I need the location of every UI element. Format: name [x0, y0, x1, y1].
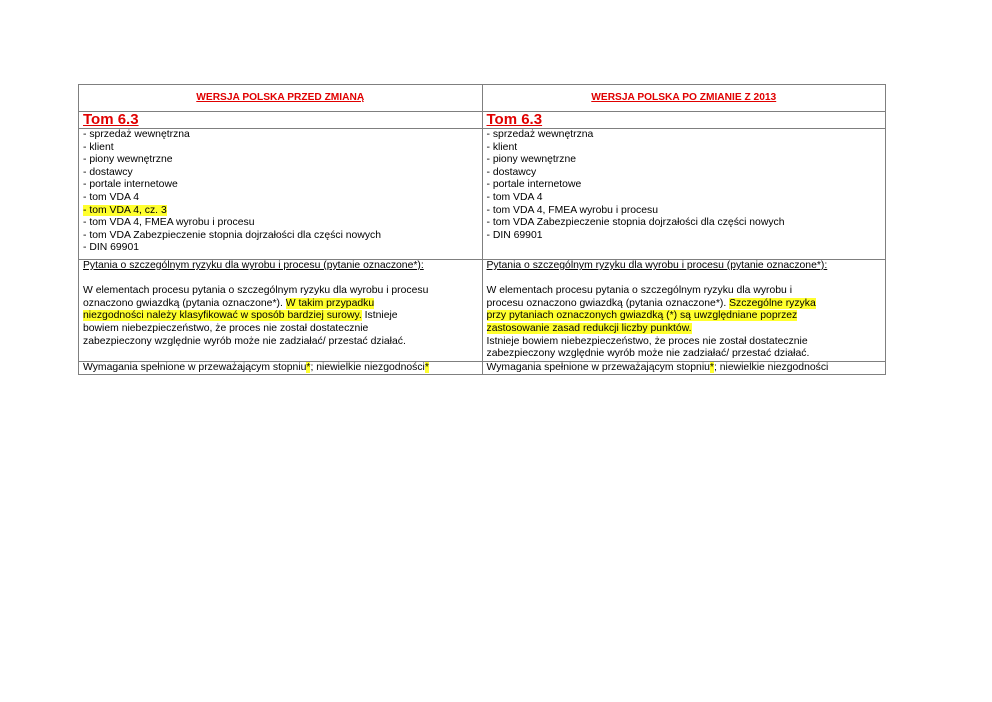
paragraph-text: Istnieje	[361, 310, 398, 322]
highlight-text: przy pytaniach oznaczonych gwiazdką (*) są uwzględniane poprzez	[486, 310, 798, 322]
spacer	[487, 273, 882, 286]
requirements-text: ; niewielkie niezgodności	[310, 361, 425, 373]
paragraph-line: zabezpieczony względnie wyrób może nie zadziałać/ przestać działać.	[83, 335, 406, 347]
left-list-cell	[79, 129, 483, 260]
list-item: - portale internetowe	[486, 179, 582, 191]
highlight-text: W takim przypadku	[285, 297, 375, 309]
left-tom-title: Tom 6.3	[79, 112, 483, 129]
risk-heading: Pytania o szczególnym ryzyku dla wyrobu i procesu (pytanie oznaczone*):	[83, 260, 424, 271]
requirements-text: Wymagania spełnione w przeważającym stopniu	[83, 361, 307, 373]
list-item: - dostawcy	[486, 166, 537, 178]
highlight-text: Szczególne ryzyka	[729, 297, 816, 309]
paragraph-line	[487, 298, 882, 311]
paragraph-line: Istnieje bowiem niebezpieczeństwo, że proces nie został dostatecznie	[486, 335, 808, 347]
list-item: - tom VDA 4	[486, 191, 543, 203]
paragraph-line	[487, 323, 882, 336]
list-item: - klient	[486, 141, 518, 153]
comparison-table	[78, 84, 886, 375]
requirements-text: ; niewielkie niezgodności	[713, 361, 829, 373]
list-item: - tom VDA Zabezpieczenie stopnia dojrzałości dla części nowych	[83, 229, 382, 241]
header-row	[79, 85, 886, 112]
paragraph-line: W elementach procesu pytania o szczególnym ryzyku dla wyrobu i procesu	[83, 285, 429, 297]
list-item: - DIN 69901	[83, 242, 140, 254]
paragraph-line	[83, 298, 478, 311]
highlight-text: niezgodności należy klasyfikować w sposób bardziej surowy.	[83, 310, 362, 322]
list-row	[79, 129, 886, 260]
list-item: - portale internetowe	[83, 179, 178, 191]
risk-row	[79, 260, 886, 362]
paragraph-line	[83, 310, 478, 323]
paragraph-text: procesu oznaczono gwiazdką (pytania oznaczone*).	[486, 297, 730, 309]
right-risk-cell	[482, 260, 886, 362]
paragraph-line: W elementach procesu pytania o szczególnym ryzyku dla wyrobu i	[486, 285, 793, 297]
list-item: - tom VDA Zabezpieczenie stopnia dojrzałości dla części nowych	[486, 217, 785, 229]
list-item: - dostawcy	[83, 166, 133, 178]
list-item: - piony wewnętrzne	[486, 154, 577, 166]
list-item-highlighted	[83, 205, 478, 218]
left-risk-cell	[79, 260, 483, 362]
list-item: - tom VDA 4	[83, 191, 140, 203]
highlight-asterisk: *	[709, 361, 714, 373]
list-item: - piony wewnętrzne	[83, 154, 173, 166]
requirements-text: Wymagania spełnione w przeważającym stopniu	[486, 361, 710, 373]
requirements-row	[79, 361, 886, 375]
right-tom-title: Tom 6.3	[482, 112, 886, 129]
list-item: - tom VDA 4, FMEA wyrobu i procesu	[83, 217, 255, 229]
paragraph-line: bowiem niebezpieczeństwo, że proces nie został dostatecznie	[83, 322, 369, 334]
list-item: - sprzedaż wewnętrzna	[83, 129, 190, 140]
tom-row	[79, 112, 886, 129]
highlight-asterisk: *	[424, 361, 429, 373]
list-item: - tom VDA 4, FMEA wyrobu i procesu	[486, 204, 659, 216]
left-column-header: WERSJA POLSKA PRZED ZMIANĄ	[79, 85, 483, 112]
list-item: - sprzedaż wewnętrzna	[486, 129, 594, 140]
list-item: - DIN 69901	[486, 229, 543, 241]
left-requirements-cell	[79, 361, 483, 375]
highlight-text: zastosowanie zasad redukcji liczby punktów.	[486, 322, 692, 334]
right-requirements-cell	[482, 361, 886, 375]
highlight-asterisk: *	[306, 361, 311, 373]
spacer	[83, 273, 478, 286]
right-list-cell	[482, 129, 886, 260]
right-column-header: WERSJA POLSKA PO ZMIANIE Z 2013	[482, 85, 886, 112]
list-item: - klient	[83, 141, 114, 153]
risk-heading: Pytania o szczególnym ryzyku dla wyrobu i procesu (pytanie oznaczone*):	[486, 260, 828, 271]
paragraph-text: oznaczono gwiazdką (pytania oznaczone*).	[83, 297, 286, 309]
paragraph-line: zabezpieczony względnie wyrób może nie zadziałać/ przestać działać.	[486, 348, 810, 360]
highlight-text: - tom VDA 4, cz. 3	[83, 204, 167, 216]
paragraph-line	[487, 310, 882, 323]
